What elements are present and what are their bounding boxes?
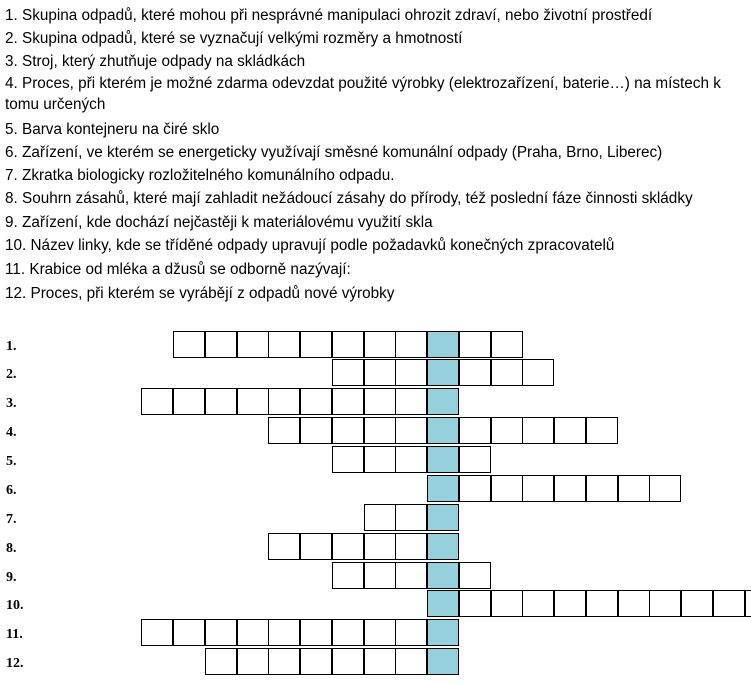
crossword-cell[interactable]: [427, 417, 459, 444]
crossword-cell[interactable]: [332, 446, 364, 473]
crossword-cell[interactable]: [237, 619, 269, 646]
crossword-cell[interactable]: [205, 648, 237, 675]
crossword-cell[interactable]: [681, 590, 713, 617]
clue-9: 9. Zařízení, kde dochází nejčastěji k materiálovému využití skla: [5, 214, 433, 231]
crossword-cell[interactable]: [395, 619, 427, 646]
row-label-4: 4.: [6, 425, 17, 440]
crossword-cell[interactable]: [554, 590, 586, 617]
crossword-cell[interactable]: [395, 562, 427, 589]
row-label-12: 12.: [6, 656, 24, 671]
crossword-cell[interactable]: [427, 359, 459, 386]
clue-7: 7. Zkratka biologicky rozložitelného komunálního odpadu.: [5, 167, 395, 184]
crossword-cell[interactable]: [300, 648, 332, 675]
clue-3: 3. Stroj, který zhutňuje odpady na skládkách: [5, 53, 306, 70]
crossword-cell[interactable]: [586, 417, 618, 444]
crossword-cell[interactable]: [554, 475, 586, 502]
crossword-cell[interactable]: [268, 533, 300, 560]
crossword-cell[interactable]: [459, 446, 491, 473]
crossword-cell[interactable]: [364, 648, 396, 675]
crossword-cell[interactable]: [713, 590, 745, 617]
crossword-cell[interactable]: [459, 417, 491, 444]
row-label-11: 11.: [6, 627, 23, 642]
crossword-cell[interactable]: [332, 619, 364, 646]
crossword-cell[interactable]: [364, 331, 396, 358]
crossword-cell[interactable]: [300, 331, 332, 358]
crossword-cell[interactable]: [395, 359, 427, 386]
crossword-cell[interactable]: [237, 648, 269, 675]
crossword-cell[interactable]: [268, 331, 300, 358]
crossword-cell[interactable]: [364, 417, 396, 444]
crossword-cell[interactable]: [395, 533, 427, 560]
crossword-cell[interactable]: [141, 388, 173, 415]
crossword-cell[interactable]: [300, 619, 332, 646]
crossword-cell[interactable]: [173, 619, 205, 646]
row-label-5: 5.: [6, 454, 17, 469]
crossword-cell[interactable]: [586, 475, 618, 502]
crossword-cell[interactable]: [364, 359, 396, 386]
crossword-cell[interactable]: [427, 504, 459, 531]
clue-11: 11. Krabice od mléka a džusů se odborně nazývají:: [5, 261, 351, 278]
crossword-cell[interactable]: [395, 417, 427, 444]
crossword-cell[interactable]: [491, 417, 523, 444]
row-label-8: 8.: [6, 541, 17, 556]
crossword-cell[interactable]: [522, 590, 554, 617]
clue-10: 10. Název linky, kde se tříděné odpady upravují podle požadavků konečných zpracovatelů: [5, 237, 615, 254]
crossword-cell[interactable]: [586, 590, 618, 617]
clue-1: 1. Skupina odpadů, které mohou při nesprávné manipulaci ohrozit zdraví, nebo životní prostředí: [5, 7, 653, 24]
crossword-cell[interactable]: [459, 359, 491, 386]
crossword-cell[interactable]: [332, 533, 364, 560]
crossword-cell[interactable]: [332, 331, 364, 358]
crossword-cell[interactable]: [364, 619, 396, 646]
crossword-cell[interactable]: [427, 446, 459, 473]
row-label-9: 9.: [6, 570, 17, 585]
crossword-cell[interactable]: [427, 562, 459, 589]
crossword-cell[interactable]: [300, 533, 332, 560]
crossword-cell[interactable]: [268, 648, 300, 675]
crossword-cell[interactable]: [522, 417, 554, 444]
crossword-cell[interactable]: [522, 359, 554, 386]
crossword-cell[interactable]: [268, 417, 300, 444]
row-label-1: 1.: [6, 339, 17, 354]
crossword-cell[interactable]: [364, 446, 396, 473]
clue-5: 5. Barva kontejneru na čiré sklo: [5, 121, 220, 138]
crossword-cell[interactable]: [237, 331, 269, 358]
crossword-cell[interactable]: [332, 417, 364, 444]
crossword-cell[interactable]: [745, 590, 751, 617]
clue-2: 2. Skupina odpadů, které se vyznačují velkými rozměry a hmotností: [5, 30, 463, 47]
crossword-cell[interactable]: [364, 533, 396, 560]
crossword-cell[interactable]: [395, 388, 427, 415]
crossword-cell[interactable]: [491, 331, 523, 358]
crossword-cell[interactable]: [364, 388, 396, 415]
crossword-cell[interactable]: [237, 388, 269, 415]
crossword-cell[interactable]: [205, 331, 237, 358]
clue-4: 4. Proces, při kterém je možné zdarma odevzdat použité výrobky (elektrozařízení, baterie…) na místech k tomu určených: [5, 75, 721, 113]
crossword-cell[interactable]: [205, 619, 237, 646]
row-label-10: 10.: [6, 598, 24, 613]
crossword-cell[interactable]: [268, 619, 300, 646]
crossword-cell[interactable]: [427, 648, 459, 675]
crossword-cell[interactable]: [427, 533, 459, 560]
crossword-cell[interactable]: [173, 331, 205, 358]
crossword-cell[interactable]: [427, 475, 459, 502]
crossword-cell[interactable]: [300, 417, 332, 444]
clue-6: 6. Zařízení, ve kterém se energeticky využívají směsné komunální odpady (Praha, Brno, Liberec): [5, 144, 663, 161]
crossword-cell[interactable]: [395, 446, 427, 473]
crossword-cell[interactable]: [427, 619, 459, 646]
crossword-cell[interactable]: [459, 331, 491, 358]
crossword-cell[interactable]: [649, 590, 681, 617]
crossword-cell[interactable]: [522, 475, 554, 502]
crossword-cell[interactable]: [459, 590, 491, 617]
clue-8: 8. Souhrn zásahů, které mají zahladit nežádoucí zásahy do přírody, též poslední fáze činnosti skládky: [5, 190, 693, 207]
crossword-cell[interactable]: [364, 504, 396, 531]
crossword-cell[interactable]: [332, 648, 364, 675]
crossword-cell[interactable]: [427, 590, 459, 617]
crossword-cell[interactable]: [205, 388, 237, 415]
crossword-cell[interactable]: [141, 619, 173, 646]
crossword-cell[interactable]: [427, 331, 459, 358]
crossword-cell[interactable]: [618, 475, 650, 502]
crossword-cell[interactable]: [491, 475, 523, 502]
crossword-cell[interactable]: [173, 388, 205, 415]
crossword-cell[interactable]: [395, 331, 427, 358]
crossword-cell[interactable]: [332, 388, 364, 415]
crossword-cell[interactable]: [618, 590, 650, 617]
crossword-cell[interactable]: [491, 590, 523, 617]
crossword-cell[interactable]: [268, 388, 300, 415]
crossword-cell[interactable]: [332, 562, 364, 589]
crossword-cell[interactable]: [459, 562, 491, 589]
clue-12: 12. Proces, při kterém se vyrábějí z odpadů nové výrobky: [5, 285, 395, 302]
crossword-cell[interactable]: [649, 475, 681, 502]
row-label-7: 7.: [6, 512, 17, 527]
row-label-3: 3.: [6, 396, 17, 411]
crossword-cell[interactable]: [364, 562, 396, 589]
crossword-cell[interactable]: [395, 504, 427, 531]
crossword-cell[interactable]: [300, 388, 332, 415]
crossword-cell[interactable]: [554, 417, 586, 444]
crossword-cell[interactable]: [459, 475, 491, 502]
row-label-6: 6.: [6, 483, 17, 498]
crossword-cell[interactable]: [332, 359, 364, 386]
crossword-cell[interactable]: [427, 388, 459, 415]
crossword-cell[interactable]: [491, 359, 523, 386]
crossword-cell[interactable]: [395, 648, 427, 675]
row-label-2: 2.: [6, 367, 17, 382]
